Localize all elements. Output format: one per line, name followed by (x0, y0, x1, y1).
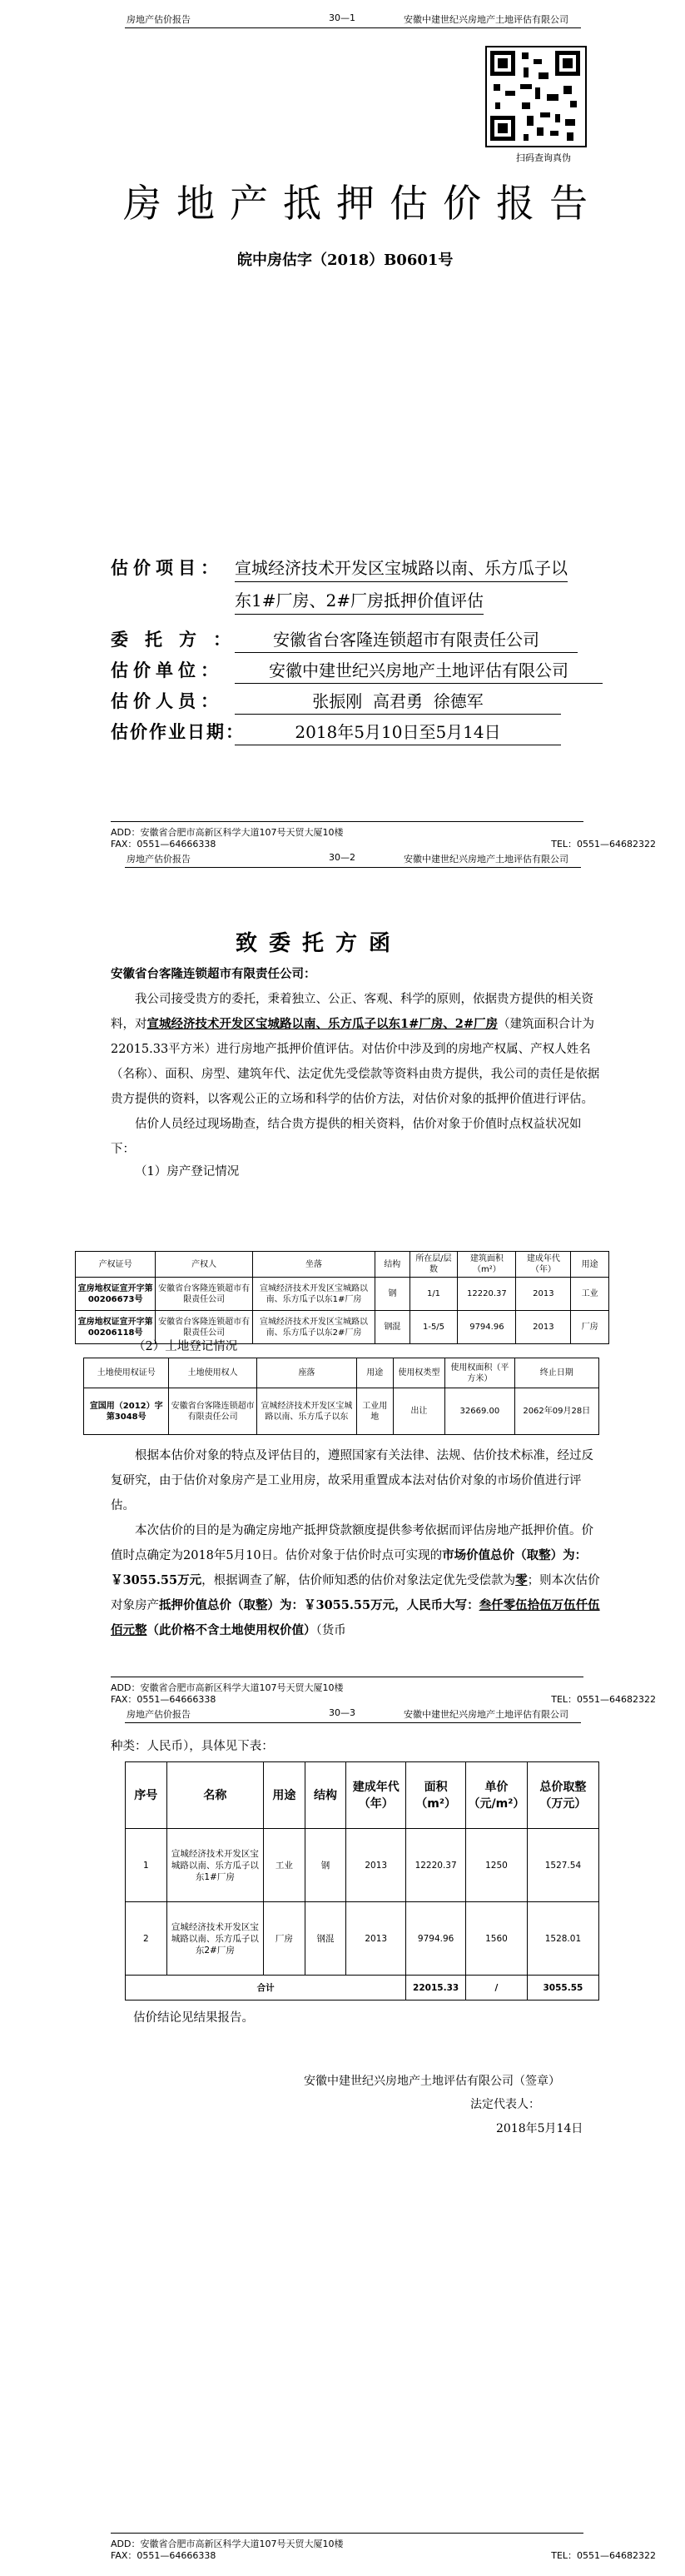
salutation: 安徽省台客隆连锁超市有限责任公司： (111, 967, 316, 981)
header-rule (125, 867, 581, 868)
header-page: 30—2 (329, 852, 355, 863)
header-rule (125, 1722, 581, 1723)
footer-rule (111, 2533, 583, 2534)
header-left: 房地产估价报告 (127, 1709, 191, 1720)
footer-fax: FAX：0551—64666338 (111, 1694, 216, 1705)
appraiser-org-label: 估价单位： (111, 660, 223, 680)
project-label: 估价项目： (111, 558, 223, 578)
footer-tel: TEL：0551—64682322 (551, 2550, 656, 2561)
paragraph-4: 本次估价的目的是为确定房地产抵押贷款额度提供参考依据而评估房地产抵押价值。价值时点确定为2018年5月10日。估价对象于估价时点可实现的市场价值总价（取整）为：￥3055.55万元，根据调查了解，估价师知悉的估价对象法定优先受偿款为零；则本次估价对象房产抵押价值总价（取整）为：￥3055.55万元，人民币大写：叁仟零伍拾伍万伍仟伍佰元整（此价格不含土地使用权价值）（货币 (111, 1524, 600, 1637)
paragraph-5: 种类：人民币），具体见下表： (111, 1740, 274, 1753)
table-header-row: 土地使用权证号 土地使用权人 座落 用途 使用权类型 使用权面积（平方米） 终止日期 (84, 1358, 599, 1388)
header-page: 30—1 (329, 12, 355, 23)
house-table (75, 1251, 609, 1344)
footer-fax: FAX：0551—64666338 (111, 2550, 216, 2561)
header-right: 安徽中建世纪兴房地产土地评估有限公司 (404, 854, 568, 864)
header-right: 安徽中建世纪兴房地产土地评估有限公司 (404, 1709, 568, 1720)
paragraph-2: 估价人员经过现场勘查，结合贵方提供的相关资料，估价对象于价值时点权益状况如下： (111, 1118, 582, 1156)
sign-representative: 法定代表人： (470, 2098, 540, 2111)
footer-rule (111, 821, 583, 822)
table-row: 1 宣城经济技术开发区宝城路以南、乐方瓜子以东1#厂房 工业 钢 2013 12220.37 1250 1527.54 (126, 1829, 599, 1902)
table-row: 宣房地权证宣开字第00206118号 安徽省台客隆连锁超市有限责任公司 宣城经济技术开发区宝城路以南、乐方瓜子以东2#厂房 钢混 1-5/5 9794.96 2013 厂房 (76, 1311, 609, 1344)
header-rule (125, 27, 581, 28)
footer-tel: TEL：0551—64682322 (551, 1694, 656, 1705)
paragraph-1: 我公司接受贵方的委托，秉着独立、公正、客观、科学的原则，依据贵方提供的相关资料，对宣城经济技术开发区宝城路以南、乐方瓜子以东1#厂房、2#厂房（建筑面积合计为22015.33平方米）进行房地产抵押价值评估。对估价中涉及到的房地产权属、产权人姓名（名称）、面积、房型、建筑年代、法定优先受偿款等资料由贵方提供，我公司的责任是依据贵方提供的资料，以客观公正的立场和科学的估价方法，对估价对象的抵押价值进行评估。 (111, 993, 600, 1106)
header-left: 房地产估价报告 (127, 14, 191, 25)
table-row: 宣国用（2012）字第3048号 安徽省台客隆连锁超市有限责任公司 宣城经济技术开发区宝城路以南、乐方瓜子以东 工业用地 出让 32669.00 2062年09月28日 (84, 1388, 599, 1435)
client-label: 委托方： (111, 630, 247, 650)
footer (111, 827, 656, 850)
letter-title: 致委托方函 (236, 931, 403, 956)
land-caption: （2）土地登记情况 (133, 1340, 238, 1353)
header-left: 房地产估价报告 (127, 854, 191, 864)
footer-tel: TEL：0551—64682322 (551, 839, 656, 850)
appraiser-org-value: 安徽中建世纪兴房地产土地评估有限公司 (235, 657, 603, 684)
result-table (125, 1761, 599, 2001)
project-line-1: 宣城经济技术开发区宝城路以南、乐方瓜子以 (235, 555, 568, 582)
header-page: 30—3 (329, 1707, 355, 1718)
footer-address: ADD：安徽省合肥市高新区科学大道107号天贸大厦10楼 (111, 1682, 344, 1693)
date-value: 2018年5月10日至5月14日 (235, 719, 561, 745)
paragraph-6: 估价结论见结果报告。 (133, 2011, 254, 2025)
appraisers-label: 估价人员： (111, 691, 223, 711)
table-header-row: 产权证号 产权人 坐落 结构 所在层/层数 建筑面积（m²） 建成年代（年） 用途 (76, 1252, 609, 1278)
footer-address: ADD：安徽省合肥市高新区科学大道107号天贸大厦10楼 (111, 827, 344, 838)
appraisers-value: 张振刚 高君勇 徐德军 (235, 688, 561, 715)
table-total-row: 合计 22015.33 / 3055.55 (126, 1976, 599, 2001)
land-table (83, 1358, 599, 1435)
paragraph-3: 根据本估价对象的特点及评估目的，遵照国家有关法律、法规、估价技术标准，经过反复研究，由于估价对象房产是工业用房，故采用重置成本法对估价对象的市场价值进行评估。 (111, 1449, 593, 1512)
footer (111, 2539, 656, 2562)
table-row: 宣房地权证宣开字第00206673号 安徽省台客隆连锁超市有限责任公司 宣城经济技术开发区宝城路以南、乐方瓜子以东1#厂房 钢 1/1 12220.37 2013 工业 (76, 1278, 609, 1311)
letter-body-2 (111, 1443, 602, 1643)
house-caption: （1）房产登记情况 (135, 1165, 240, 1178)
header-right: 安徽中建世纪兴房地产土地评估有限公司 (404, 14, 568, 25)
table-row: 2 宣城经济技术开发区宝城路以南、乐方瓜子以东2#厂房 厂房 钢混 2013 9794.96 1560 1528.01 (126, 1902, 599, 1976)
qr-caption: 扫码查询真伪 (516, 152, 571, 163)
sign-date: 2018年5月14日 (496, 2122, 583, 2135)
footer (111, 1682, 656, 1706)
page-title: 房地产抵押估价报告 (123, 181, 603, 226)
report-number: 皖中房估字（2018）B0601号 (237, 252, 454, 269)
letter-body (111, 962, 602, 1182)
footer-address: ADD：安徽省合肥市高新区科学大道107号天贸大厦10楼 (111, 2539, 344, 2549)
date-label: 估价作业日期： (111, 722, 245, 742)
table-header-row: 序号 名称 用途 结构 建成年代（年） 面积（m²） 单价（元/m²） 总价取整（万元） (126, 1762, 599, 1829)
footer-fax: FAX：0551—64666338 (111, 839, 216, 850)
project-line-2: 东1#厂房、2#厂房抵押价值评估 (235, 587, 484, 615)
sign-company: 安徽中建世纪兴房地产土地评估有限公司（签章） (304, 2075, 560, 2088)
client-value: 安徽省台客隆连锁超市有限责任公司 (235, 626, 578, 653)
qr-code[interactable] (485, 46, 587, 147)
